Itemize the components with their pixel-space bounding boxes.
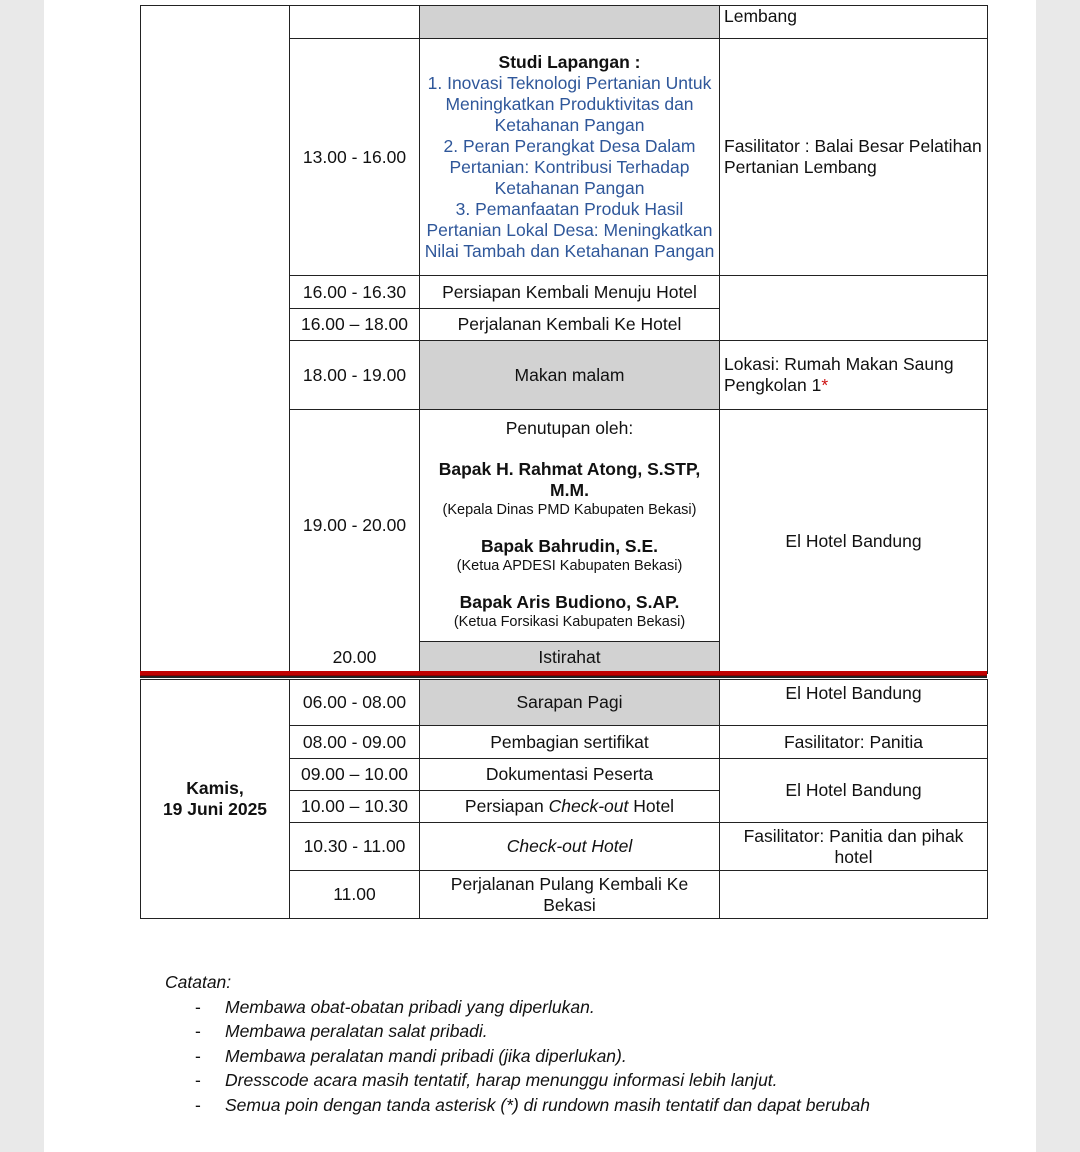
rundown-table (140, 5, 988, 919)
note-cell (720, 39, 988, 276)
time-cell: 10.30 - 11.00 (290, 823, 420, 871)
day-divider-line (140, 671, 987, 678)
notes-item (165, 1019, 870, 1044)
bullet-dash: - (195, 996, 201, 1017)
notes-item-text: Semua poin dengan tanda asterisk (*) di rundown masih tentatif dan dapat berubah (225, 1094, 871, 1115)
day-cell-empty (141, 6, 290, 674)
activity-cell: Perjalanan Kembali Ke Hotel (420, 309, 720, 341)
note-text: Lokasi: Rumah Makan Saung Pengkolan 1 (724, 354, 954, 395)
activity-text: Persiapan (464, 796, 549, 816)
speaker-name: Bapak Aris Budiono, S.AP. (459, 591, 680, 612)
time-cell (290, 6, 420, 39)
note-cell: Fasilitator: Panitia dan pihak hotel (720, 823, 988, 871)
activity-item: 2. Peran Perangkat Desa Dalam Pertanian: Kontribusi Terhadap Ketahanan Pangan (443, 136, 696, 198)
bullet-dash: - (195, 1021, 201, 1041)
notes-heading: Catatan: (165, 972, 232, 992)
note-text: Lembang (724, 6, 797, 26)
activity-cell: Makan malam (420, 341, 720, 410)
note-text: Fasilitator : Balai Besar Pelatihan Pertanian Lembang (724, 136, 982, 177)
time-cell: 16.00 – 18.00 (290, 309, 420, 341)
notes-item (165, 1044, 870, 1069)
activity-title: Studi Lapangan : (498, 52, 641, 72)
notes-list (165, 995, 870, 1118)
activity-cell: Perjalanan Pulang Kembali Ke Bekasi (420, 871, 720, 919)
time-cell: 16.00 - 16.30 (290, 276, 420, 309)
closing-title: Penutupan oleh: (505, 417, 634, 438)
time-cell: 11.00 (290, 871, 420, 919)
speaker-name: Bapak Bahrudin, S.E. (481, 535, 658, 556)
activity-text: Hotel (628, 796, 675, 816)
activity-cell (420, 791, 720, 823)
speaker-role: (Kepala Dinas PMD Kabupaten Bekasi) (442, 501, 697, 518)
time-cell: 13.00 - 16.00 (290, 39, 420, 276)
note-cell: El Hotel Bandung (720, 410, 988, 674)
document-page (44, 0, 1036, 1152)
asterisk-mark: * (821, 375, 829, 395)
notes-item-text: Membawa obat-obatan pribadi yang diperlukan. (225, 996, 595, 1017)
notes-item (165, 995, 870, 1020)
activity-cell: Istirahat (420, 642, 720, 674)
speaker-role: (Ketua Forsikasi Kabupaten Bekasi) (453, 613, 686, 630)
time-cell: 20.00 (290, 642, 420, 674)
activity-cell: Pembagian sertifikat (420, 726, 720, 759)
note-cell (720, 341, 988, 410)
activity-cell: Sarapan Pagi (420, 680, 720, 726)
bullet-dash: - (195, 1045, 201, 1066)
activity-cell: Check-out Hotel (420, 823, 720, 871)
activity-cell: Persiapan Kembali Menuju Hotel (420, 276, 720, 309)
notes-item (165, 1093, 870, 1118)
bullet-dash: - (195, 1070, 201, 1090)
notes-item-text: Membawa peralatan mandi pribadi (jika diperlukan). (225, 1045, 627, 1066)
notes-section (165, 970, 870, 1117)
note-cell: Fasilitator: Panitia (720, 726, 988, 759)
speaker-name: Bapak H. Rahmat Atong, S.STP, M.M. (438, 458, 701, 500)
notes-item (165, 1068, 870, 1093)
time-cell: 18.00 - 19.00 (290, 341, 420, 410)
notes-item-text: Dresscode acara masih tentatif, harap menunggu informasi lebih lanjut. (225, 1070, 778, 1090)
time-cell: 06.00 - 08.00 (290, 680, 420, 726)
note-cell (720, 680, 988, 726)
notes-item-text: Membawa peralatan salat pribadi. (225, 1021, 488, 1041)
time-cell: 09.00 – 10.00 (290, 759, 420, 791)
speaker-role: (Ketua APDESI Kabupaten Bekasi) (456, 557, 683, 574)
activity-cell: Dokumentasi Peserta (420, 759, 720, 791)
activity-cell (420, 6, 720, 39)
time-cell: 08.00 - 09.00 (290, 726, 420, 759)
bullet-dash: - (195, 1094, 201, 1115)
time-cell: 19.00 - 20.00 (290, 410, 420, 642)
day-label: Kamis, (186, 778, 244, 798)
day-cell (141, 680, 290, 919)
activity-item: 3. Pemanfaatan Produk Hasil Pertanian Lokal Desa: Meningkatkan Nilai Tambah dan Ketahanan Pangan (424, 199, 715, 261)
note-cell (720, 276, 988, 341)
note-text: El Hotel Bandung (785, 683, 922, 703)
activity-text-italic: Check-out (548, 796, 629, 816)
date-label: 19 Juni 2025 (162, 799, 268, 819)
activity-item: 1. Inovasi Teknologi Pertanian Untuk Meningkatkan Produktivitas dan Ketahanan Pangan (427, 73, 712, 135)
activity-cell (420, 410, 720, 642)
note-cell (720, 871, 988, 919)
activity-cell (420, 39, 720, 276)
note-cell (720, 6, 988, 39)
note-cell: El Hotel Bandung (720, 759, 988, 823)
time-cell: 10.00 – 10.30 (290, 791, 420, 823)
